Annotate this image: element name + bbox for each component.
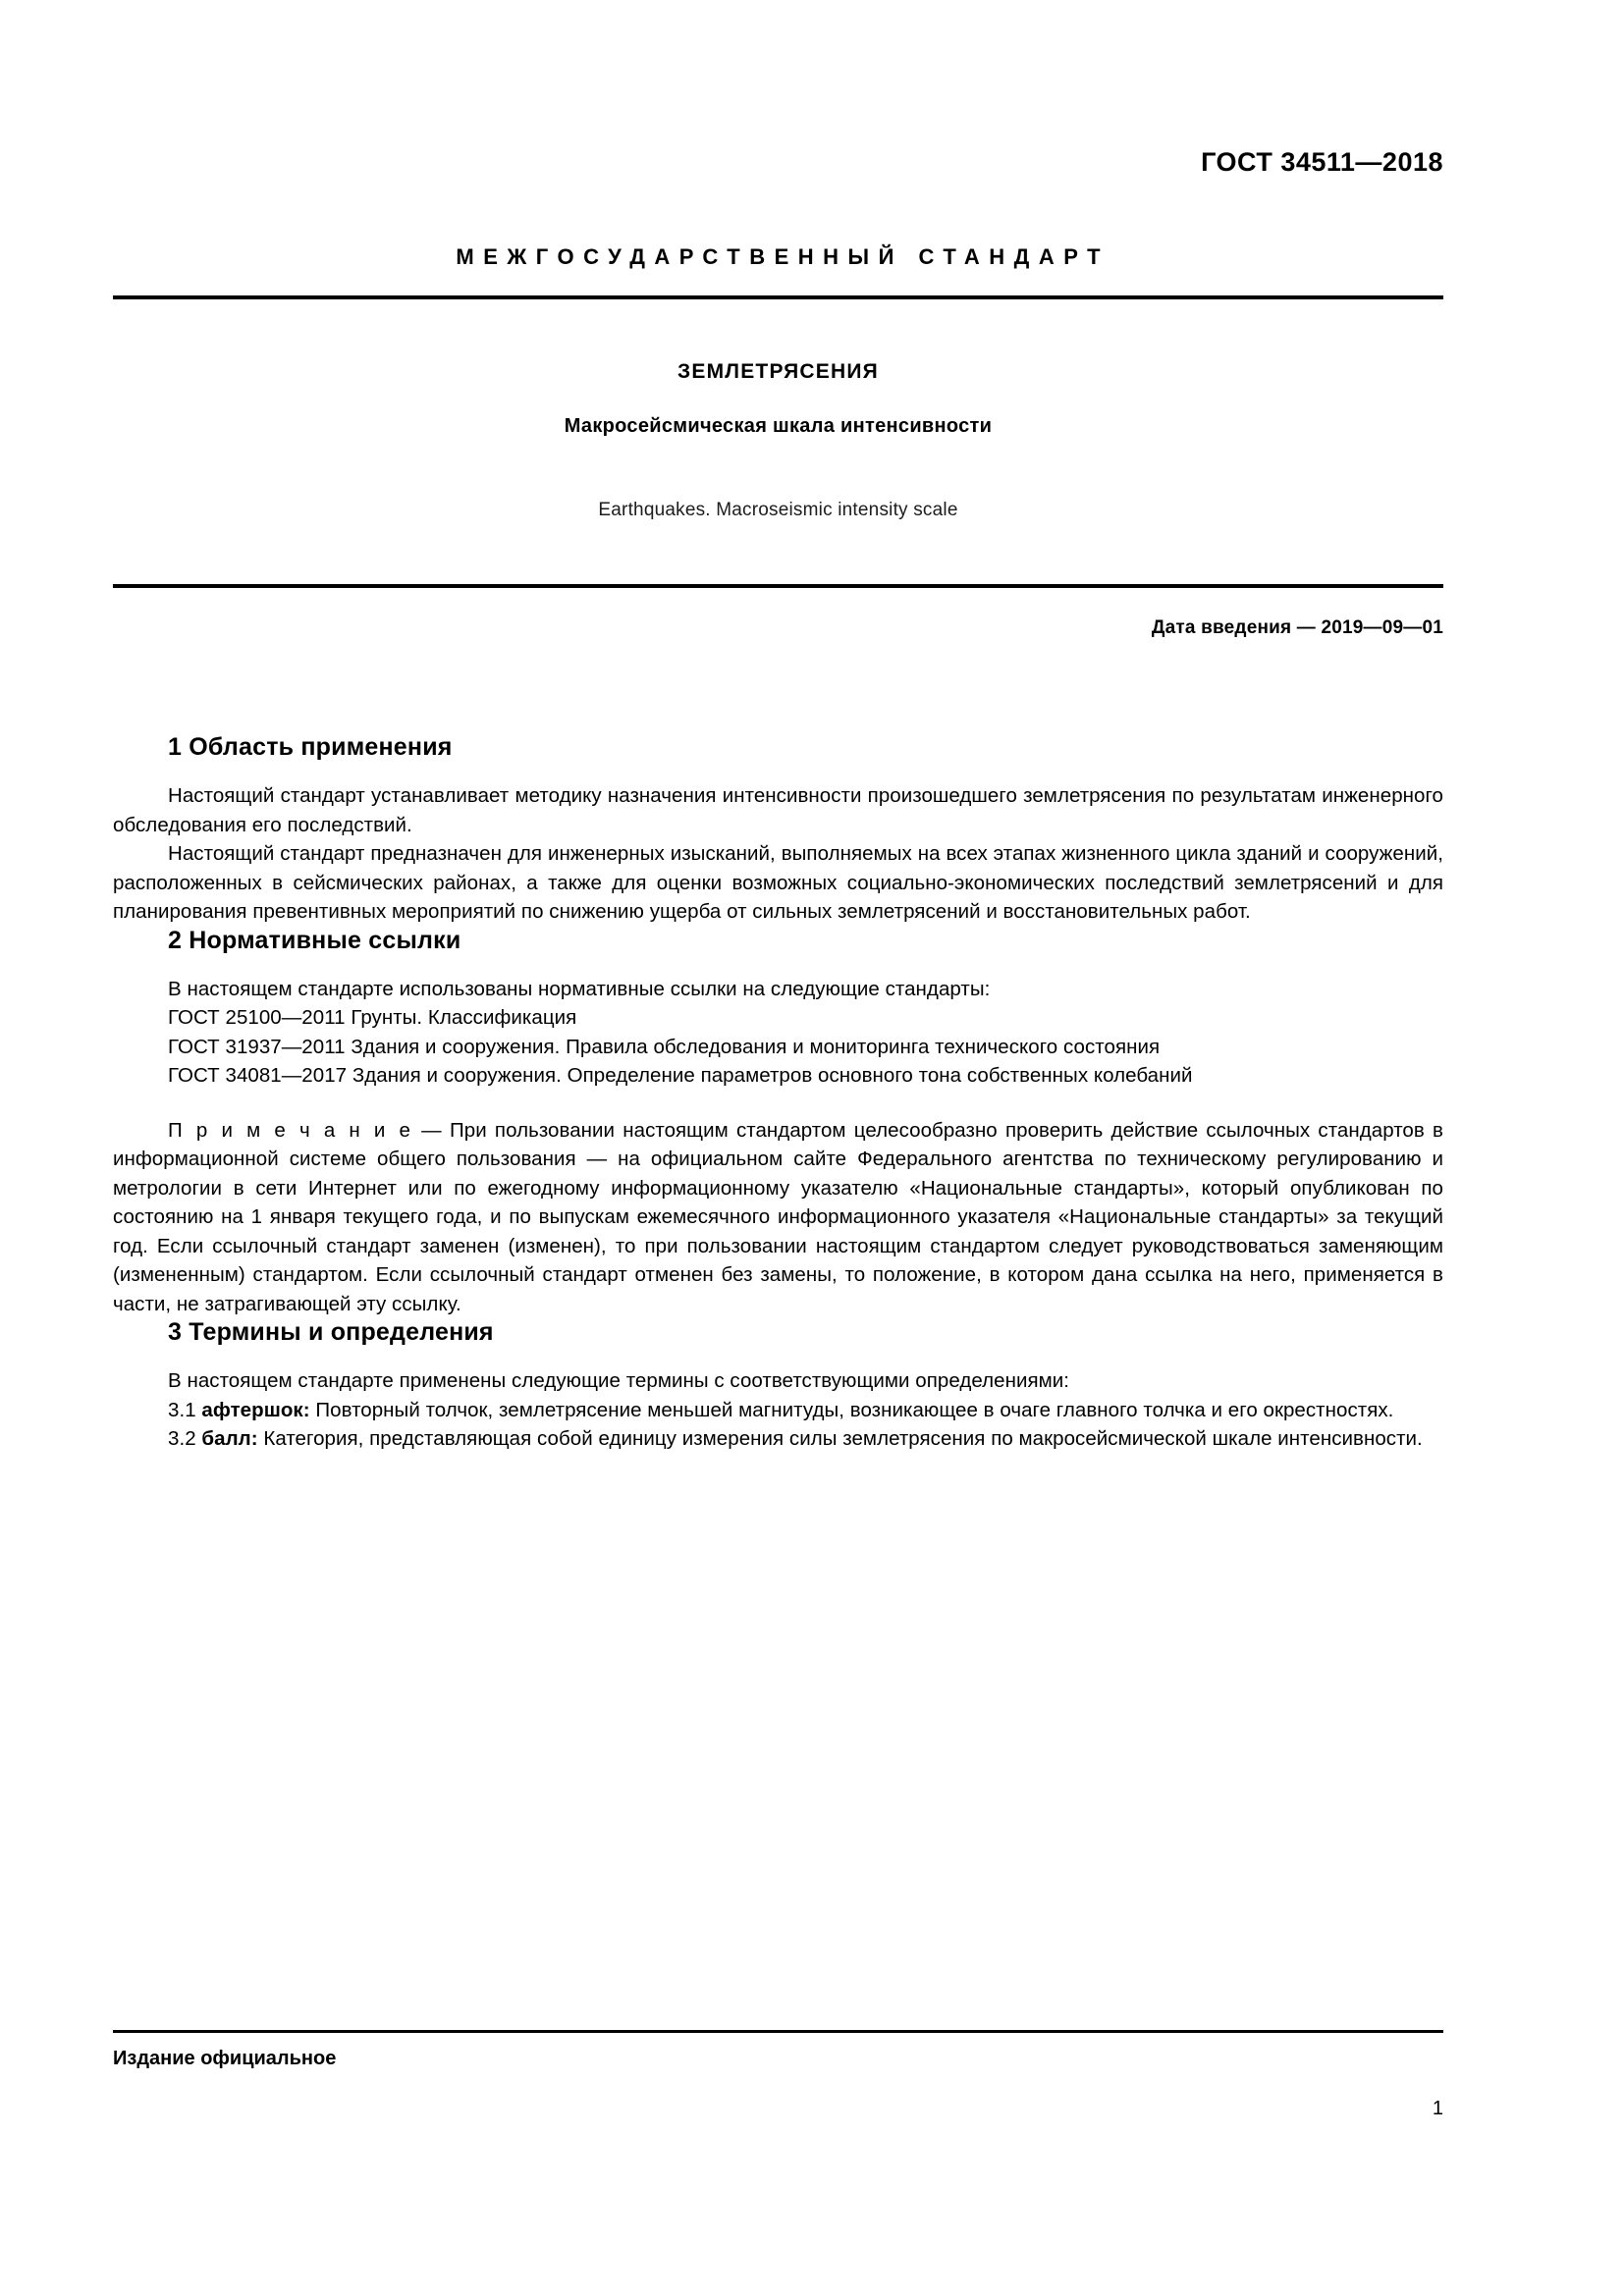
term-name-ball: балл: <box>201 1427 258 1450</box>
terms-intro: В настоящем стандарте применены следующие термины с соответствующими определениями: <box>168 1369 1070 1392</box>
document-subtitle: Макросейсмическая шкала интенсивности <box>564 415 993 437</box>
note-text: — При пользовании настоящим стандартом целесообразно проверить действие ссылочных стандартов в информационной системе общего пользования — на официальном сайте Федерального агентства по техническому регулированию и метрологии в сети Интернет или по ежегодному информационному указателю «Национальные стандарты», который опубликован по состоянию на 1 января текущего года, и по выпускам ежемесячного информационного указателя «Национальные стандарты» за текущий год. Если ссылочный стандарт заменен (изменен), то при пользовании настоящим стандартом следует руководствоваться заменяющим (измененным) стандартом. Если ссылочный стандарт отменен без замены, то положение, в котором дана ссылка на него, применяется в части, не затрагивающей эту ссылку. <box>113 1118 1443 1315</box>
section-heading-references: 2 Нормативные ссылки <box>168 926 461 954</box>
section-heading-scope: 1 Область применения <box>168 733 453 761</box>
document-body <box>113 733 1443 1454</box>
term-number-3-1: 3.1 <box>168 1398 202 1421</box>
header-divider-top <box>113 295 1443 299</box>
section-body-scope <box>113 781 1443 927</box>
introduction-date: Дата введения — 2019—09—01 <box>1151 617 1443 638</box>
section-body-terms <box>113 1366 1443 1454</box>
term-number-3-2: 3.2 <box>168 1427 202 1450</box>
term-entry-ball <box>113 1424 1443 1454</box>
reference-item-gost-31937: ГОСТ 31937—2011 Здания и сооружения. Правила обследования и мониторинга технического состояния <box>168 1035 1161 1058</box>
section-heading-terms: 3 Термины и определения <box>168 1318 494 1346</box>
standard-kind-title: МЕЖГОСУДАРСТВЕННЫЙ СТАНДАРТ <box>456 244 1110 269</box>
edition-note: Издание официальное <box>113 2048 337 2069</box>
scope-paragraph-1: Настоящий стандарт устанавливает методику назначения интенсивности произошедшего землетрясения по результатам инженерного обследования его последствий. <box>113 784 1443 836</box>
term-name-aftershock: афтершок: <box>201 1398 310 1421</box>
title-block <box>113 360 1443 521</box>
term-definition-ball: Категория, представляющая собой единицу измерения силы землетрясения по макросейсмической шкале интенсивности. <box>257 1427 1423 1450</box>
reference-item-gost-25100: ГОСТ 25100—2011 Грунты. Классификация <box>168 1006 577 1029</box>
term-definition-aftershock: Повторный толчок, землетрясение меньшей магнитуды, возникающее в очаге главного толчка и его окрестностях. <box>309 1398 1394 1421</box>
page-number: 1 <box>1432 2098 1443 2119</box>
note-label: П р и м е ч а н и е <box>168 1118 413 1142</box>
reference-item-gost-34081: ГОСТ 34081—2017 Здания и сооружения. Определение параметров основного тона собственных колебаний <box>168 1064 1193 1087</box>
header-divider-bottom <box>113 584 1443 588</box>
document-title: ЗЕМЛЕТРЯСЕНИЯ <box>677 360 879 383</box>
section-body-references <box>113 975 1443 1319</box>
page-content <box>113 0 1443 1454</box>
document-title-english: Earthquakes. Macroseismic intensity scale <box>598 500 958 520</box>
scope-paragraph-2: Настоящий стандарт предназначен для инженерных изысканий, выполняемых на всех этапах жизненного цикла зданий и сооружений, расположенных в сейсмических районах, а также для оценки возможных социально-экономических последствий землетрясений и для планирования превентивных мероприятий по снижению ущерба от сильных землетрясений и восстановительных работ. <box>113 842 1443 923</box>
term-entry-aftershock <box>113 1396 1443 1425</box>
references-intro: В настоящем стандарте использованы нормативные ссылки на следующие стандарты: <box>168 977 991 1000</box>
document-number: ГОСТ 34511—2018 <box>1201 147 1443 177</box>
footer-divider <box>113 2030 1443 2033</box>
references-note <box>113 1116 1443 1319</box>
